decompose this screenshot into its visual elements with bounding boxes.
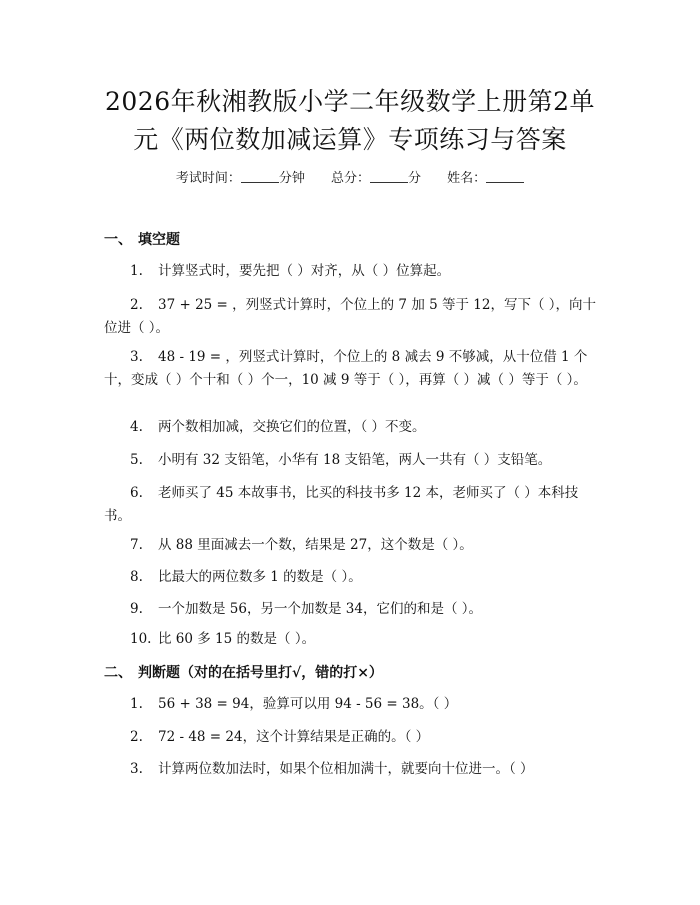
total-score-blank	[370, 168, 408, 183]
question-text: 56 + 38 = 94，验算可以用 94 - 56 = 38。（ ）	[158, 696, 458, 712]
question-number: 3.	[130, 761, 143, 777]
question-text: 计算竖式时，要先把（ ）对齐，从（ ）位算起。	[158, 263, 451, 279]
section-title: 判断题（对的在括号里打√，错的打×）	[138, 665, 383, 681]
section-title: 填空题	[138, 232, 180, 248]
question-number: 1.	[130, 696, 143, 712]
exam-info-line	[0, 168, 700, 189]
question-item	[104, 449, 600, 472]
question-text: 37 + 25 = ，列竖式计算时，个位上的 7 加 5 等于 12，写下（ ），向十位进（ ）。	[104, 297, 596, 336]
question-number: 10.	[130, 631, 152, 647]
document-title-line-2: 元《两位数加减运算》专项练习与答案	[133, 125, 567, 154]
exam-time-unit: 分钟	[278, 171, 305, 186]
question-item	[104, 726, 600, 749]
question-number: 2.	[130, 297, 143, 313]
question-item	[104, 346, 600, 392]
question-number: 6.	[130, 485, 143, 501]
question-item	[104, 758, 600, 781]
student-name-blank	[486, 168, 524, 183]
exam-time-label: 考试时间：	[175, 171, 241, 186]
question-text: 比 60 多 15 的数是（ ）。	[158, 631, 316, 647]
exam-time-blank	[241, 168, 279, 183]
question-text: 72 - 48 = 24，这个计算结果是正确的。（ ）	[158, 729, 430, 745]
question-number: 9.	[130, 601, 143, 617]
document-title-line-1: 2026年秋湘教版小学二年级数学上册第2单	[104, 87, 596, 116]
question-text: 计算两位数加法时，如果个位相加满十，就要向十位进一。（ ）	[158, 761, 534, 777]
total-score-label: 总分：	[330, 171, 370, 186]
question-text: 从 88 里面减去一个数，结果是 27，这个数是（ ）。	[158, 537, 473, 553]
question-number: 8.	[130, 569, 143, 585]
question-text: 48 - 19 = ，列竖式计算时，个位上的 8 减去 9 不够减，从十位借 1 个十，变成（ ）个十和（ ）个一，10 减 9 等于（ ），再算（ ）减（ ）等于（ ）。	[104, 349, 588, 388]
question-text: 两个数相加减，交换它们的位置，（ ）不变。	[158, 419, 426, 435]
student-name-field	[447, 168, 524, 189]
question-number: 1.	[130, 263, 143, 279]
question-number: 4.	[130, 419, 143, 435]
question-item	[104, 566, 600, 589]
question-text: 一个加数是 56，另一个加数是 34，它们的和是（ ）。	[158, 601, 482, 617]
question-item	[104, 693, 600, 716]
question-number: 2.	[130, 729, 143, 745]
question-item	[104, 416, 600, 439]
question-item	[104, 598, 600, 621]
section-number: 二、	[104, 665, 132, 681]
total-score-unit: 分	[408, 171, 422, 186]
student-name-label: 姓名：	[447, 171, 487, 186]
question-text: 小明有 32 支铅笔，小华有 18 支铅笔，两人一共有（ ）支铅笔。	[158, 452, 552, 468]
question-text: 老师买了 45 本故事书，比买的科技书多 12 本，老师买了（ ）本科技书。	[104, 485, 579, 524]
question-item	[104, 260, 600, 283]
question-number: 3.	[130, 349, 143, 365]
question-item	[104, 482, 600, 528]
section-number: 一、	[104, 232, 132, 248]
question-item	[104, 534, 600, 557]
total-score-field	[331, 168, 421, 189]
question-item	[104, 628, 600, 651]
question-text: 比最大的两位数多 1 的数是（ ）。	[158, 569, 362, 585]
question-item	[104, 294, 600, 340]
section-heading-fill-in	[104, 230, 180, 250]
question-number: 7.	[130, 537, 143, 553]
section-heading-true-false	[104, 663, 383, 683]
exam-time-field	[176, 168, 305, 189]
question-number: 5.	[130, 452, 143, 468]
